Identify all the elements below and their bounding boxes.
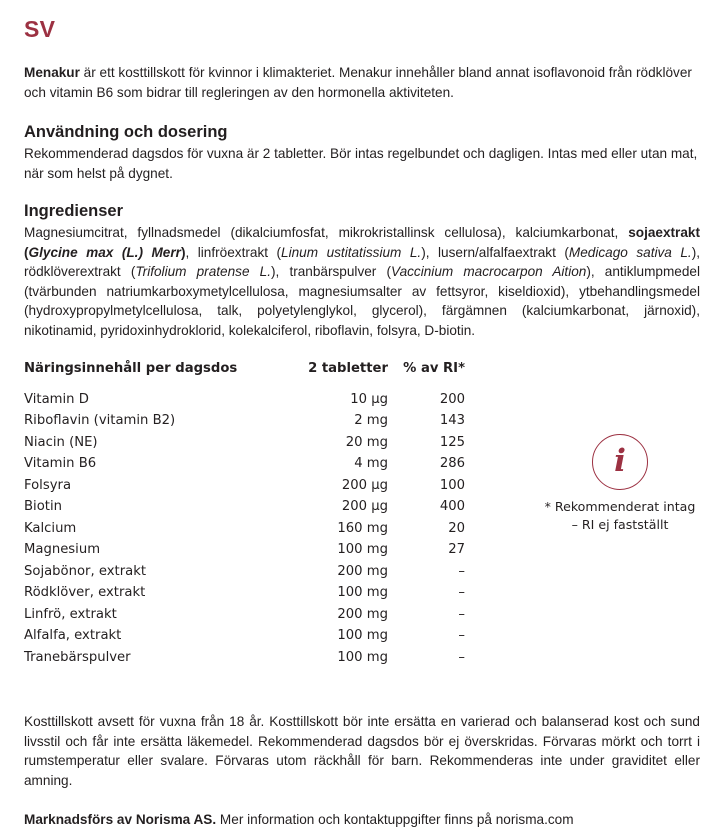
cell-ri: –	[458, 585, 465, 600]
cell-ri: 200	[439, 391, 465, 407]
table-row	[24, 496, 465, 518]
cell-nutrient: Rödklöver, extrakt	[24, 585, 146, 600]
cell-dose: 160 mg	[337, 520, 388, 536]
cell-nutrient: Linfrö, extrakt	[24, 606, 117, 622]
dosage-text: Rekommenderad dagsdos för vuxna är 2 tabletter. Bör intas regelbundet och dagligen. Intas med eller utan mat, när som helst på dygnet.	[24, 146, 698, 181]
dosage-section	[24, 122, 700, 183]
disclaimer-text: Kosttillskott avsett för vuxna från 18 år. Kosttillskott bör inte ersätta en varierad och balanserad kost och sund livsstil och får inte ersätta läkemedel. Rekommenderad dagsdos bör ej överskridas. Förvaras mörkt och torrt i rumstemperatur eller svalare. Förvaras utom räckhåll för barn. Rekommenderas inte under graviditet eller amning.	[24, 714, 700, 788]
table-row	[24, 453, 465, 475]
cell-nutrient: Riboflavin (vitamin B2)	[24, 413, 176, 428]
soy-label: sojaextrakt (	[24, 225, 700, 260]
table-header-row	[24, 358, 465, 389]
cell-ri: 125	[439, 434, 465, 450]
cell-dose: 200 µg	[341, 477, 388, 493]
cell-dose: 100 mg	[337, 628, 388, 643]
table-row	[24, 561, 465, 583]
ingredients-segment-1: Magnesiumcitrat, fyllnadsmedel (dikalciumfosfat, mikrokristallinsk cellulosa), kalciumkarbonat,	[24, 225, 629, 240]
table-row	[24, 432, 465, 454]
nutrition-table-head	[24, 358, 465, 389]
ingredients-text	[24, 223, 700, 340]
cell-ri: 143	[439, 413, 465, 428]
language-code: SV	[24, 16, 56, 42]
cell-dose: 200 mg	[337, 563, 388, 579]
latin-name-vaccinium: Vaccinium macrocarpon Aition	[391, 264, 587, 279]
header-nutrient: Näringsinnehåll per dagsdos	[24, 361, 238, 376]
intro-paragraph	[24, 63, 700, 102]
table-row	[24, 647, 465, 669]
cell-ri: –	[458, 628, 465, 643]
cell-dose: 100 mg	[337, 542, 388, 557]
product-name: Menakur	[24, 65, 80, 80]
cell-ri: –	[458, 649, 465, 665]
ingredients-segment-6: ), antiklumpmedel (tvärbunden natriumkarboxymetylcellulosa, magnesiumsalter av fettsyror, kiseldioxid), ytbehandlingsmedel (hydroxypropylmetylcellulosa, talk, polyetylenglykol, glycerol), färgämnen (kalciumkarbonat, järnoxid), nikotinamid, pyridoxinhydroklorid, kolekalciferol, riboflavin, folsyra, D-biotin.	[24, 264, 700, 338]
cell-dose: 4 mg	[354, 456, 388, 471]
cell-nutrient: Tranebärspulver	[24, 649, 131, 665]
ri-footnote-badge	[520, 434, 720, 534]
distributor-section	[24, 810, 700, 830]
header-dose: 2 tabletter	[308, 361, 388, 376]
table-row	[24, 625, 465, 647]
cell-ri: 286	[439, 456, 465, 471]
soy-label-end: )	[180, 244, 186, 260]
ingredients-segment-3: ), lusern/alfalfaextrakt (	[421, 244, 569, 260]
dosage-heading: Användning och dosering	[24, 123, 228, 141]
intro-section	[24, 63, 700, 102]
info-icon-glyph: i	[614, 442, 626, 479]
cell-nutrient: Magnesium	[24, 542, 101, 557]
cell-dose: 10 µg	[350, 391, 388, 407]
distributor-name: Marknadsförs av Norisma AS.	[24, 812, 217, 827]
disclaimer-section	[24, 712, 700, 790]
latin-name-glycine: Glycine max (L.) Merr	[28, 244, 181, 260]
intro-text: är ett kosttillskott för kvinnor i klimakteriet. Menakur innehåller bland annat isoflavonoid från rödklöver och vitamin B6 som bidrar till regleringen av den hormonella aktiviteten.	[24, 65, 692, 100]
latin-name-trifolium: Trifolium pratense L.	[135, 264, 271, 279]
cell-nutrient: Niacin (NE)	[24, 434, 98, 450]
cell-nutrient: Vitamin D	[24, 391, 89, 407]
cell-dose: 200 µg	[341, 499, 388, 514]
cell-nutrient: Sojabönor, extrakt	[24, 563, 147, 579]
cell-nutrient: Folsyra	[24, 477, 72, 493]
cell-dose: 100 mg	[337, 585, 388, 600]
table-row	[24, 475, 465, 497]
table-row	[24, 539, 465, 561]
distributor-text	[24, 810, 700, 830]
ingredients-segment-2: , linfröextrakt (	[185, 244, 282, 260]
cell-ri: 400	[439, 499, 465, 514]
table-row	[24, 604, 465, 626]
table-row	[24, 582, 465, 604]
cell-dose: 20 mg	[345, 434, 388, 450]
ri-footnote-line-2: – RI ej fastställt	[571, 517, 669, 532]
header-ri: % av RI*	[403, 361, 465, 376]
distributor-contact: Mer information och kontaktuppgifter finns på norisma.com	[216, 812, 574, 827]
ingredients-section	[24, 201, 700, 340]
cell-nutrient: Vitamin B6	[24, 456, 97, 471]
cell-nutrient: Alfalfa, extrakt	[24, 628, 122, 643]
ri-footnote-line-1: * Rekommenderat intag	[544, 499, 696, 514]
ingredients-segment-4: ), rödklöverextrakt (	[24, 244, 701, 279]
latin-name-medicago: Medicago sativa L.	[568, 244, 692, 260]
table-row	[24, 518, 465, 540]
table-row	[24, 389, 465, 411]
cell-ri: 20	[448, 520, 465, 536]
cell-dose: 100 mg	[337, 649, 388, 665]
cell-nutrient: Biotin	[24, 499, 62, 514]
ingredients-segment-5: ), tranbärspulver (	[271, 264, 392, 279]
info-icon	[592, 434, 648, 490]
cell-nutrient: Kalcium	[24, 520, 77, 536]
cell-ri: –	[458, 563, 465, 579]
latin-name-linum: Linum ustitatissium L.	[281, 244, 422, 260]
nutrition-table	[24, 358, 465, 668]
nutrition-table-body	[24, 389, 465, 669]
cell-dose: 200 mg	[337, 606, 388, 622]
cell-ri: 100	[439, 477, 465, 493]
table-row	[24, 410, 465, 432]
cell-ri: 27	[448, 542, 465, 557]
nutrition-block	[24, 358, 700, 668]
ingredients-heading: Ingredienser	[24, 202, 124, 220]
cell-ri: –	[458, 606, 465, 622]
cell-dose: 2 mg	[354, 413, 388, 428]
